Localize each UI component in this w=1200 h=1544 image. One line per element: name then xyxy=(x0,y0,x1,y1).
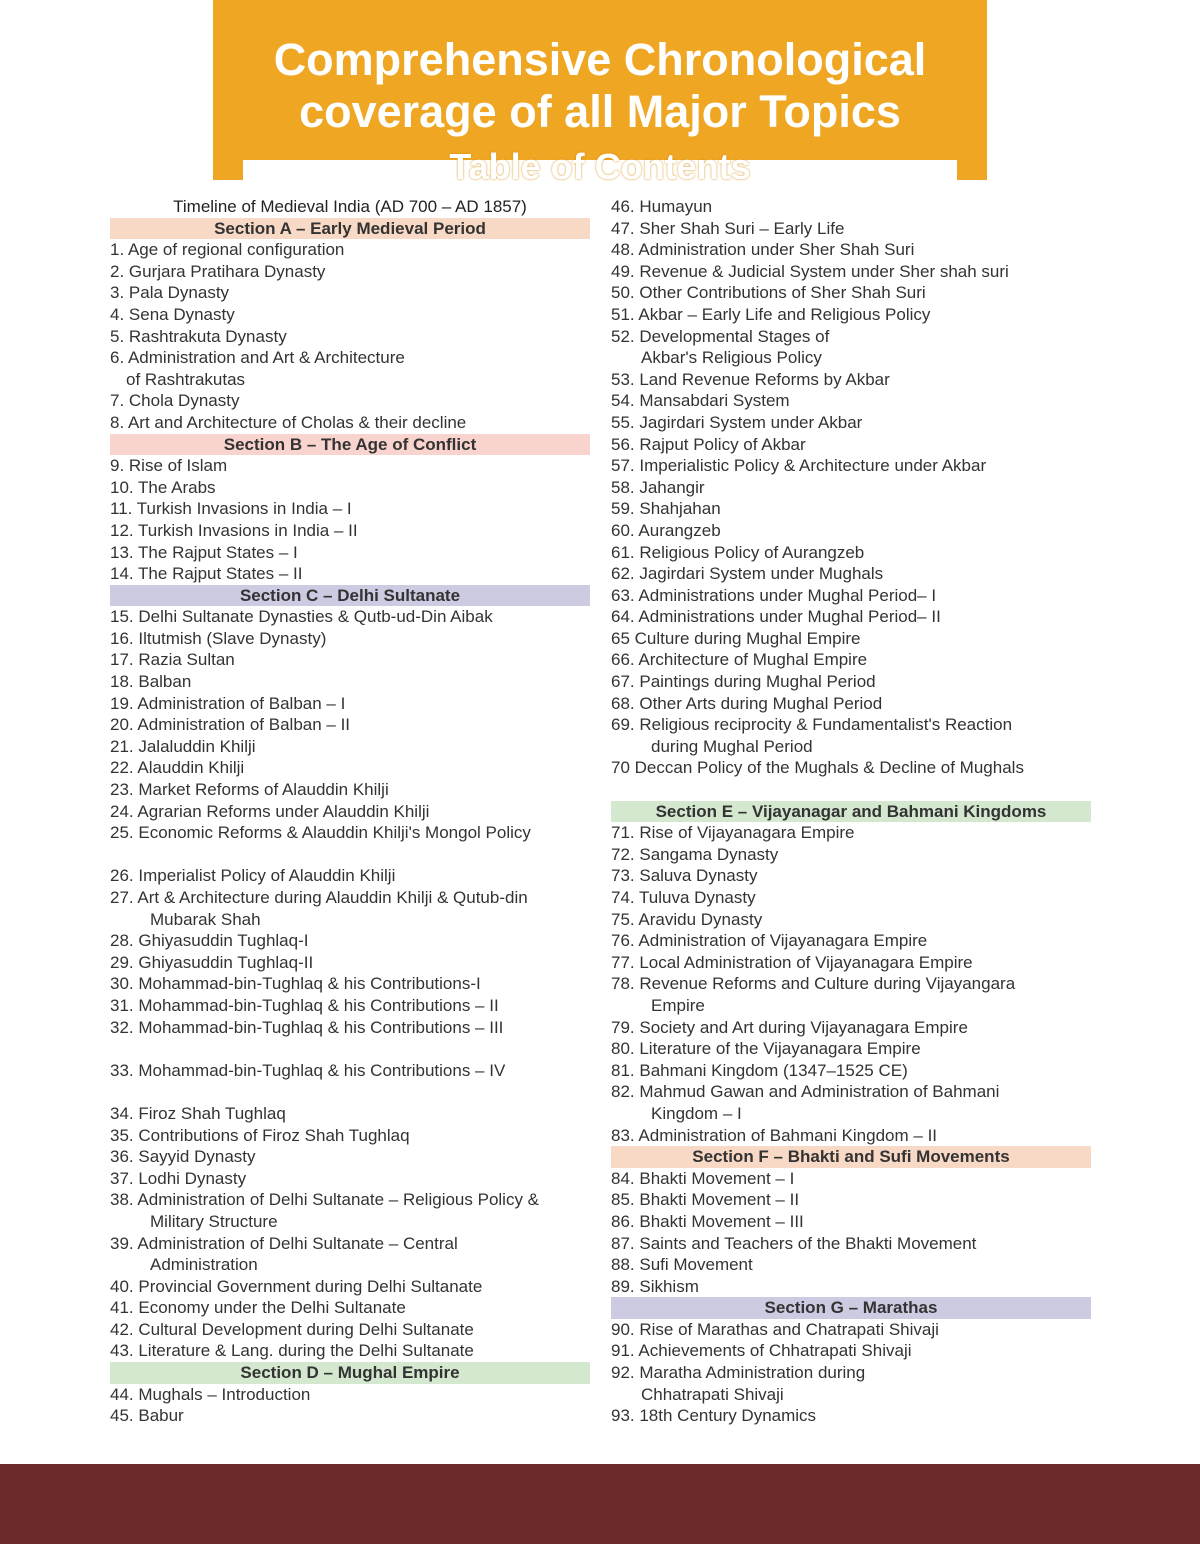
section-f-heading: Section F – Bhakti and Sufi Movements xyxy=(611,1146,1091,1168)
toc-item: 53. Land Revenue Reforms by Akbar xyxy=(611,369,890,389)
toc-item: 21. Jalaluddin Khilji xyxy=(110,736,256,756)
toc-item: 54. Mansabdari System xyxy=(611,391,790,411)
toc-item: 13. The Rajput States – I xyxy=(110,542,298,562)
toc-item-continuation: Kingdom – I xyxy=(651,1103,742,1123)
toc-item-continuation: Akbar's Religious Policy xyxy=(641,348,822,368)
toc-item-continuation: of Rashtrakutas xyxy=(126,369,246,389)
toc-item: 89. Sikhism xyxy=(611,1276,699,1296)
toc-item: 70 Deccan Policy of the Mughals & Decline of Mughals xyxy=(611,758,1024,778)
toc-item: 73. Saluva Dynasty xyxy=(611,866,758,886)
timeline-heading: Timeline of Medieval India (AD 700 – AD 1857) xyxy=(173,197,527,216)
toc-item: 15. Delhi Sultanate Dynasties & Qutb-ud-Din Aibak xyxy=(110,607,493,627)
toc-item: 20. Administration of Balban – II xyxy=(110,715,351,735)
toc-item: 50. Other Contributions of Sher Shah Suri xyxy=(611,283,926,303)
toc-item: 66. Architecture of Mughal Empire xyxy=(611,650,868,670)
toc-item: 16. Iltutmish (Slave Dynasty) xyxy=(110,628,327,648)
toc-item: 14. The Rajput States – II xyxy=(110,564,303,584)
toc-item-continuation: Administration xyxy=(150,1255,258,1275)
toc-item: 19. Administration of Balban – I xyxy=(110,693,346,713)
toc-item: 60. Aurangzeb xyxy=(611,520,721,540)
toc-left-column xyxy=(110,196,590,1427)
toc-item: 86. Bhakti Movement – III xyxy=(611,1211,804,1231)
toc-item: 64. Administrations under Mughal Period– II xyxy=(611,607,941,627)
toc-item: 49. Revenue & Judicial System under Sher shah suri xyxy=(611,261,1009,281)
toc-item: 35. Contributions of Firoz Shah Tughlaq xyxy=(110,1125,410,1145)
page-title-line-1: Comprehensive Chronological xyxy=(273,34,927,85)
toc-item: 33. Mohammad-bin-Tughlaq & his Contributions – IV xyxy=(110,1060,506,1080)
toc-item: 47. Sher Shah Suri – Early Life xyxy=(611,218,845,238)
toc-item: 24. Agrarian Reforms under Alauddin Khilji xyxy=(110,801,430,821)
toc-item: 48. Administration under Sher Shah Suri xyxy=(611,240,915,260)
toc-item: 72. Sangama Dynasty xyxy=(611,844,779,864)
toc-item: 2. Gurjara Pratihara Dynasty xyxy=(110,261,326,281)
toc-item: 59. Shahjahan xyxy=(611,499,721,519)
toc-item: 26. Imperialist Policy of Alauddin Khilji xyxy=(110,866,396,886)
toc-item: 1. Age of regional configuration xyxy=(110,240,345,260)
toc-item: 80. Literature of the Vijayanagara Empire xyxy=(611,1039,921,1059)
toc-item: 43. Literature & Lang. during the Delhi Sultanate xyxy=(110,1341,474,1361)
toc-item: 71. Rise of Vijayanagara Empire xyxy=(611,823,855,843)
toc-item: 57. Imperialistic Policy & Architecture under Akbar xyxy=(611,456,987,476)
toc-item: 39. Administration of Delhi Sultanate – Central xyxy=(110,1233,458,1253)
toc-item: 87. Saints and Teachers of the Bhakti Movement xyxy=(611,1233,977,1253)
toc-item: 84. Bhakti Movement – I xyxy=(611,1168,795,1188)
toc-item-continuation: Empire xyxy=(651,995,705,1015)
toc-item: 41. Economy under the Delhi Sultanate xyxy=(110,1298,406,1318)
toc-item: 44. Mughals – Introduction xyxy=(110,1384,311,1404)
toc-item: 4. Sena Dynasty xyxy=(110,304,235,324)
toc-item: 32. Mohammad-bin-Tughlaq & his Contributions – III xyxy=(110,1017,504,1037)
toc-item: 52. Developmental Stages of xyxy=(611,326,830,346)
toc-item: 30. Mohammad-bin-Tughlaq & his Contributions-I xyxy=(110,974,481,994)
toc-item-continuation: Military Structure xyxy=(150,1211,278,1231)
section-e-heading: Section E – Vijayanagar and Bahmani Kingdoms xyxy=(611,801,1091,823)
toc-item: 81. Bahmani Kingdom (1347–1525 CE) xyxy=(611,1060,908,1080)
toc-item: 6. Administration and Art & Architecture xyxy=(110,348,405,368)
toc-item: 74. Tuluva Dynasty xyxy=(611,888,756,907)
section-g-heading: Section G – Marathas xyxy=(611,1297,1091,1319)
toc-item: 75. Aravidu Dynasty xyxy=(611,909,763,929)
toc-item: 45. Babur xyxy=(110,1406,184,1426)
toc-item: 28. Ghiyasuddin Tughlaq-I xyxy=(110,931,309,951)
spacer xyxy=(110,844,590,866)
toc-item: 65 Culture during Mughal Empire xyxy=(611,628,861,648)
toc-item: 61. Religious Policy of Aurangzeb xyxy=(611,542,865,562)
toc-item: 29. Ghiyasuddin Tughlaq-II xyxy=(110,952,314,972)
toc-item: 22. Alauddin Khilji xyxy=(110,758,245,778)
toc-item: 18. Balban xyxy=(110,672,192,692)
toc-item: 78. Revenue Reforms and Culture during Vijayangara xyxy=(611,974,1016,994)
toc-item: 12. Turkish Invasions in India – II xyxy=(110,520,358,540)
toc-item: 90. Rise of Marathas and Chatrapati Shivaji xyxy=(611,1319,939,1339)
toc-item: 9. Rise of Islam xyxy=(110,456,228,476)
toc-item: 42. Cultural Development during Delhi Sultanate xyxy=(110,1319,474,1339)
toc-item: 69. Religious reciprocity & Fundamentalist's Reaction xyxy=(611,715,1013,735)
toc-item: 92. Maratha Administration during xyxy=(611,1363,866,1383)
toc-item: 88. Sufi Movement xyxy=(611,1255,753,1275)
toc-item: 36. Sayyid Dynasty xyxy=(110,1147,256,1167)
toc-item: 85. Bhakti Movement – II xyxy=(611,1190,800,1210)
toc-item: 23. Market Reforms of Alauddin Khilji xyxy=(110,780,389,800)
toc-item-continuation: Mubarak Shah xyxy=(150,909,261,929)
page-title-line-2: coverage of all Major Topics xyxy=(299,86,901,137)
toc-item: 76. Administration of Vijayanagara Empire xyxy=(611,931,928,951)
toc-item: 5. Rashtrakuta Dynasty xyxy=(110,326,287,346)
spacer xyxy=(110,1038,590,1060)
toc-item: 17. Razia Sultan xyxy=(110,650,235,670)
toc-item: 77. Local Administration of Vijayanagara Empire xyxy=(611,952,973,972)
toc-item: 3. Pala Dynasty xyxy=(110,283,230,303)
toc-item: 62. Jagirdari System under Mughals xyxy=(611,564,884,584)
toc-item: 11. Turkish Invasions in India – I xyxy=(110,499,352,519)
footer-band xyxy=(0,1464,1200,1544)
toc-item: 31. Mohammad-bin-Tughlaq & his Contributions – II xyxy=(110,995,499,1015)
toc-item: 27. Art & Architecture during Alauddin Khilji & Qutub-din xyxy=(110,888,528,907)
toc-right-column xyxy=(611,196,1091,1427)
toc-item: 10. The Arabs xyxy=(110,477,216,497)
section-d-heading: Section D – Mughal Empire xyxy=(110,1362,590,1384)
toc-item: 82. Mahmud Gawan and Administration of Bahmani xyxy=(611,1082,1000,1102)
page-subtitle: Table of Contents xyxy=(449,146,751,187)
toc-item: 8. Art and Architecture of Cholas & their decline xyxy=(110,412,467,432)
toc-item: 93. 18th Century Dynamics xyxy=(611,1406,817,1426)
spacer xyxy=(110,1081,590,1103)
toc-item-continuation: Chhatrapati Shivaji xyxy=(641,1384,784,1404)
toc-item: 7. Chola Dynasty xyxy=(110,391,240,411)
toc-item: 56. Rajput Policy of Akbar xyxy=(611,434,806,454)
toc-item: 38. Administration of Delhi Sultanate – Religious Policy & xyxy=(110,1190,540,1210)
toc-item: 63. Administrations under Mughal Period– I xyxy=(611,585,937,605)
section-b-heading: Section B – The Age of Conflict xyxy=(110,434,590,456)
section-c-heading: Section C – Delhi Sultanate xyxy=(110,585,590,607)
toc-item: 46. Humayun xyxy=(611,197,713,216)
toc-item: 91. Achievements of Chhatrapati Shivaji xyxy=(611,1341,912,1361)
toc-item: 51. Akbar – Early Life and Religious Policy xyxy=(611,304,931,324)
toc-item: 55. Jagirdari System under Akbar xyxy=(611,412,863,432)
toc-item-continuation: during Mughal Period xyxy=(651,736,813,756)
toc-item: 67. Paintings during Mughal Period xyxy=(611,672,876,692)
toc-item: 58. Jahangir xyxy=(611,477,705,497)
spacer xyxy=(611,779,1091,801)
toc-item: 37. Lodhi Dynasty xyxy=(110,1168,247,1188)
toc-item: 25. Economic Reforms & Alauddin Khilji's Mongol Policy xyxy=(110,823,531,843)
section-a-heading: Section A – Early Medieval Period xyxy=(110,218,590,240)
toc-item: 79. Society and Art during Vijayanagara Empire xyxy=(611,1017,968,1037)
toc-item: 34. Firoz Shah Tughlaq xyxy=(110,1103,286,1123)
toc-item: 83. Administration of Bahmani Kingdom – II xyxy=(611,1125,938,1145)
toc-item: 40. Provincial Government during Delhi Sultanate xyxy=(110,1276,483,1296)
toc-item: 68. Other Arts during Mughal Period xyxy=(611,693,883,713)
